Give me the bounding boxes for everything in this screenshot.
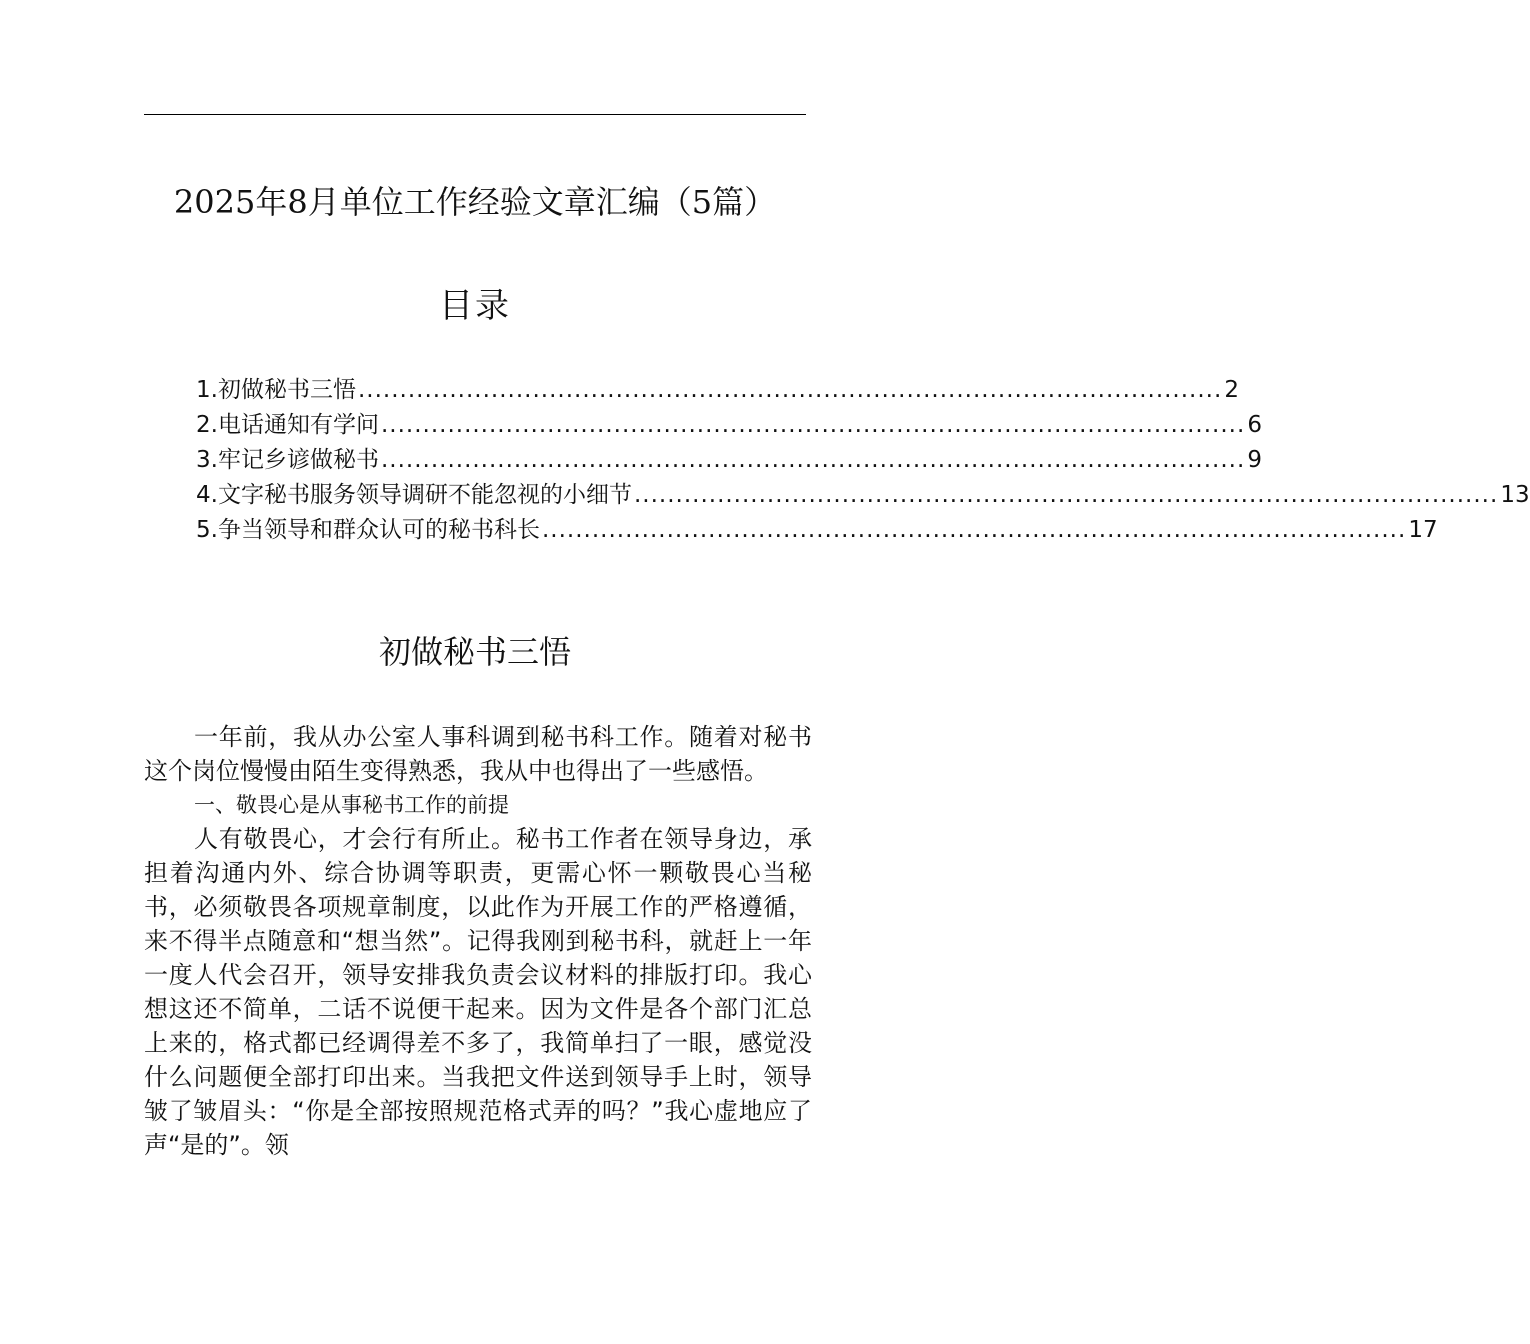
toc-entry-page: 17: [1408, 517, 1438, 543]
toc-leader-dots: ........................................................................................................: [380, 447, 1246, 473]
toc-entry-page: 6: [1247, 412, 1262, 438]
toc-leader-dots: ........................................................................................................: [541, 517, 1407, 543]
toc-entry-label: 2.电话通知有学问: [196, 412, 379, 438]
toc-entry-label: 3.牢记乡谚做秘书: [196, 447, 379, 473]
intro-paragraph: 一年前，我从办公室人事科调到秘书科工作。随着对秘书这个岗位慢慢由陌生变得熟悉，我从中也得出了一些感悟。: [144, 723, 812, 785]
toc-entry-label: 4.文字秘书服务领导调研不能忽视的小细节: [196, 482, 632, 508]
header-rule: [144, 114, 806, 115]
section-heading: 一、敬畏心是从事秘书工作的前提: [194, 793, 509, 817]
toc-entry[interactable]: [196, 478, 1530, 513]
toc-heading: 目录: [439, 286, 511, 326]
toc-entry-page: 13: [1500, 482, 1530, 508]
toc-entry[interactable]: [196, 443, 1262, 478]
toc-leader-dots: ........................................................................................................: [357, 377, 1223, 403]
article-body: [144, 720, 812, 1162]
document-title: 2025年8月单位工作经验文章汇编（5篇）: [173, 183, 777, 221]
toc-entry-page: 2: [1224, 377, 1239, 403]
toc-entry-page: 9: [1247, 447, 1262, 473]
toc-entry-label: 5.争当领导和群众认可的秘书科长: [196, 517, 540, 543]
toc-leader-dots: ........................................................................................................: [633, 482, 1499, 508]
body-paragraph: 人有敬畏心，才会行有所止。秘书工作者在领导身边，承担着沟通内外、综合协调等职责，更需心怀一颗敬畏心当秘书，必须敬畏各项规章制度，以此作为开展工作的严格遵循，来不得半点随意和“想当然”。记得我刚到秘书科，就赶上一年一度人代会召开，领导安排我负责会议材料的排版打印。我心想这还不简单，二话不说便干起来。因为文件是各个部门汇总上来的，格式都已经调得差不多了，我简单扫了一眼，感觉没什么问题便全部打印出来。当我把文件送到领导手上时，领导皱了皱眉头：“你是全部按照规范格式弄的吗？”我心虚地应了声“是的”。领: [144, 825, 812, 1159]
article-title: 初做秘书三悟: [378, 633, 571, 671]
toc-entry-label: 1.初做秘书三悟: [196, 377, 356, 403]
table-of-contents: [196, 373, 1530, 548]
toc-entry[interactable]: [196, 373, 1239, 408]
toc-entry[interactable]: [196, 408, 1262, 443]
toc-entry[interactable]: [196, 513, 1438, 548]
toc-leader-dots: ........................................................................................................: [380, 412, 1246, 438]
